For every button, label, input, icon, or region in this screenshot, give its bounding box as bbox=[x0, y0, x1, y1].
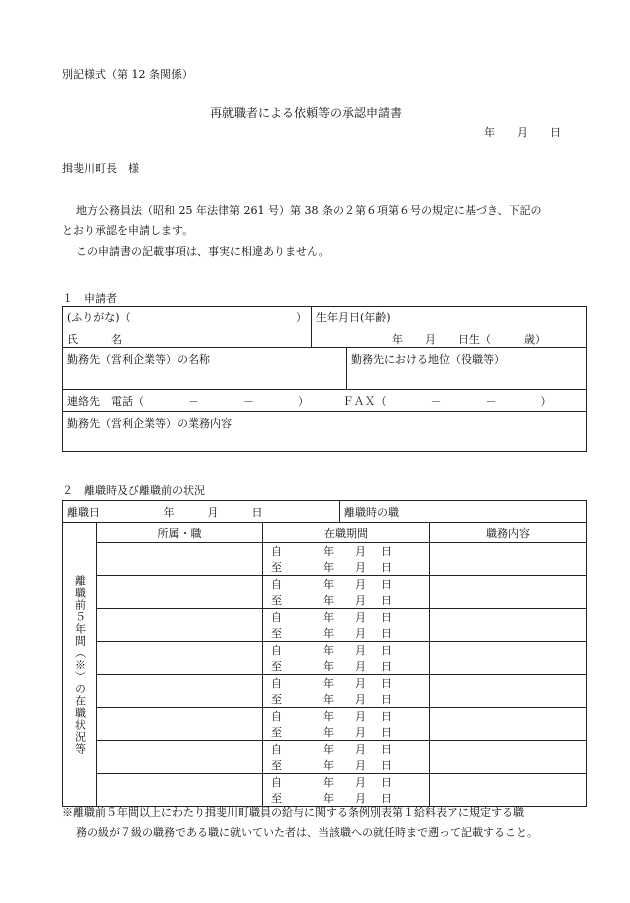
birth-date-cell[interactable] bbox=[312, 307, 587, 348]
duties-cell[interactable] bbox=[430, 642, 587, 675]
birth-value: 年 月 日生（ 歳） bbox=[392, 333, 546, 346]
employer-position-label: 勤務先における地位（役職等） bbox=[351, 353, 505, 366]
affiliation-cell[interactable] bbox=[97, 609, 263, 642]
affiliation-cell[interactable] bbox=[97, 741, 263, 774]
period-line: 至 年 月 日 bbox=[271, 759, 392, 772]
history-row bbox=[63, 741, 587, 774]
period-cell[interactable] bbox=[263, 576, 430, 609]
period-cell[interactable] bbox=[263, 609, 430, 642]
employer-position-cell[interactable] bbox=[347, 348, 587, 390]
period-line: 至 年 月 日 bbox=[271, 627, 392, 640]
section-1-heading: １ 申請者 bbox=[62, 292, 117, 305]
retire-date-cell[interactable] bbox=[63, 501, 340, 523]
paragraph-1-line-2: とおり承認を申請します。 bbox=[62, 224, 194, 237]
history-row bbox=[63, 543, 587, 576]
period-cell[interactable] bbox=[263, 543, 430, 576]
retire-date-label: 離職日 bbox=[67, 505, 100, 519]
duties-cell[interactable] bbox=[430, 708, 587, 741]
affiliation-cell[interactable] bbox=[97, 642, 263, 675]
col-duties-header: 職務内容 bbox=[430, 523, 587, 543]
contact-cell[interactable] bbox=[63, 390, 587, 412]
period-line: 自 年 月 日 bbox=[271, 644, 392, 657]
side-label-cell bbox=[63, 523, 97, 807]
period-line: 自 年 月 日 bbox=[271, 743, 392, 756]
business-content-label: 勤務先（営利企業等）の業務内容 bbox=[67, 417, 232, 430]
history-row bbox=[63, 774, 587, 807]
period-line: 自 年 月 日 bbox=[271, 611, 392, 624]
period-cell[interactable] bbox=[263, 708, 430, 741]
phone-label: 連絡先 電話（ － － ） bbox=[67, 394, 309, 408]
affiliation-cell[interactable] bbox=[97, 576, 263, 609]
period-line: 至 年 月 日 bbox=[271, 660, 392, 673]
col-period-header: 在職期間 bbox=[263, 523, 430, 543]
form-reference: 別記様式（第 12 条関係） bbox=[62, 68, 193, 81]
employer-name-label: 勤務先（営利企業等）の名称 bbox=[67, 353, 210, 366]
period-cell[interactable] bbox=[263, 741, 430, 774]
period-cell[interactable] bbox=[263, 675, 430, 708]
period-line: 自 年 月 日 bbox=[271, 710, 392, 723]
date-line: 年 月 日 bbox=[484, 126, 561, 139]
affiliation-cell[interactable] bbox=[97, 543, 263, 576]
period-line: 自 年 月 日 bbox=[271, 776, 392, 789]
period-line: 至 年 月 日 bbox=[271, 561, 392, 574]
side-label: 離職前５年間（※）の在職状況等 bbox=[73, 574, 87, 755]
business-content-cell[interactable] bbox=[63, 412, 587, 452]
period-line: 至 年 月 日 bbox=[271, 792, 392, 805]
affiliation-cell[interactable] bbox=[97, 774, 263, 807]
paragraph-1-line-1: 地方公務員法（昭和 25 年法律第 261 号）第 38 条の２第６項第６号の規定に基づき、下記の bbox=[76, 204, 542, 217]
duties-cell[interactable] bbox=[430, 675, 587, 708]
duties-cell[interactable] bbox=[430, 609, 587, 642]
footnote-line-2: 務の級が７級の職務である職に就いていた者は、当該職への就任時まで遡って記載すること。 bbox=[76, 826, 538, 839]
period-cell[interactable] bbox=[263, 774, 430, 807]
col-affiliation-header: 所属・職 bbox=[97, 523, 263, 543]
history-row bbox=[63, 642, 587, 675]
duties-cell[interactable] bbox=[430, 543, 587, 576]
applicant-table bbox=[62, 306, 587, 452]
furigana-name-cell[interactable] bbox=[63, 307, 312, 348]
retire-post-label: 離職時の職 bbox=[344, 505, 400, 519]
period-line: 自 年 月 日 bbox=[271, 578, 392, 591]
footnote-line-1: ※離職前５年間以上にわたり揖斐川町職員の給与に関する条例別表第１給料表アに規定する職 bbox=[62, 806, 524, 819]
period-line: 至 年 月 日 bbox=[271, 726, 392, 739]
affiliation-cell[interactable] bbox=[97, 708, 263, 741]
history-row bbox=[63, 708, 587, 741]
history-row bbox=[63, 576, 587, 609]
addressee: 揖斐川町長 様 bbox=[62, 162, 139, 175]
section-2-heading: ２ 離職時及び離職前の状況 bbox=[62, 484, 205, 497]
retire-date-value: 年 月 日 bbox=[163, 505, 263, 519]
duties-cell[interactable] bbox=[430, 576, 587, 609]
birth-label: 生年月日(年齢) bbox=[316, 311, 391, 324]
period-line: 至 年 月 日 bbox=[271, 594, 392, 607]
name-label: 氏 名 bbox=[67, 333, 122, 346]
paragraph-2: この申請書の記載事項は、事実に相違ありません。 bbox=[76, 245, 330, 258]
furigana-label: (ふりがな)（ bbox=[67, 311, 131, 324]
duties-cell[interactable] bbox=[430, 741, 587, 774]
retire-post-cell[interactable] bbox=[340, 501, 587, 523]
history-row bbox=[63, 609, 587, 642]
period-line: 自 年 月 日 bbox=[271, 545, 392, 558]
period-line: 自 年 月 日 bbox=[271, 677, 392, 690]
period-line: 至 年 月 日 bbox=[271, 693, 392, 706]
duties-cell[interactable] bbox=[430, 774, 587, 807]
fax-label: ＦＡＸ（ － － ） bbox=[342, 394, 552, 408]
employer-name-cell[interactable] bbox=[63, 348, 347, 390]
employment-history-table bbox=[62, 500, 587, 807]
affiliation-cell[interactable] bbox=[97, 675, 263, 708]
document-title: 再就職者による依頼等の承認申請書 bbox=[210, 106, 403, 120]
history-row bbox=[63, 675, 587, 708]
period-cell[interactable] bbox=[263, 642, 430, 675]
furigana-close: ） bbox=[296, 311, 307, 324]
